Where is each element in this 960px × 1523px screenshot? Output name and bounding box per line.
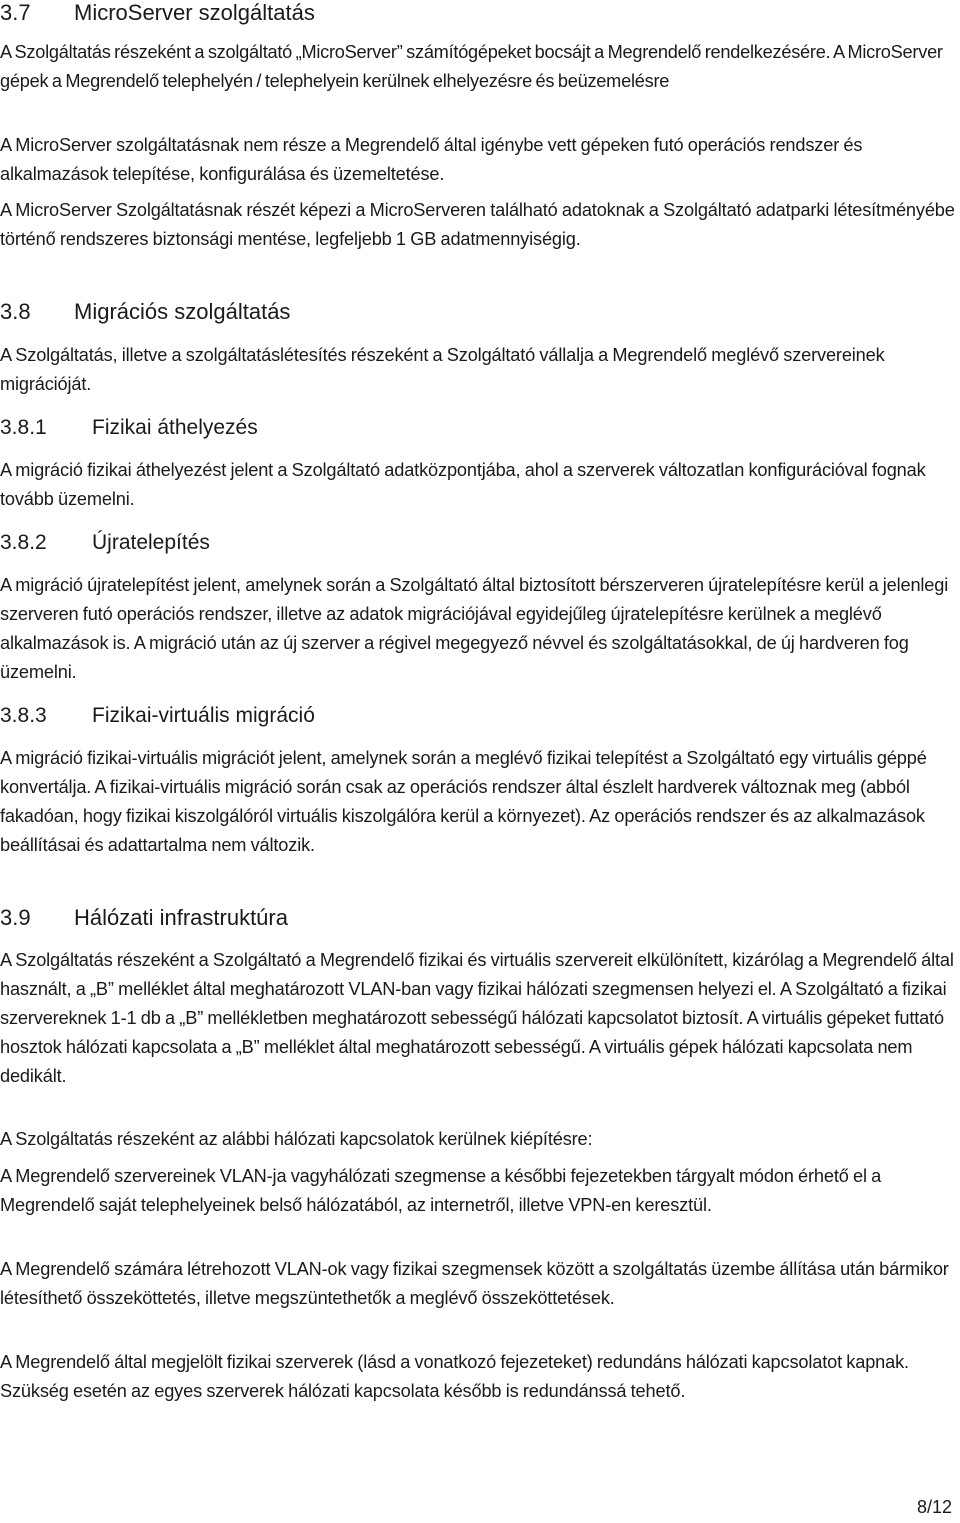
- subsection-heading-3-8-2: [0, 530, 210, 556]
- paragraph: A Megrendelő számára létrehozott VLAN-ok vagy fizikai szegmensek között a szolgáltatás üzembe állítása után bármikor létesíthető összeköttetés, illetve megszüntethetők a meglévő összeköttetések.: [0, 1259, 949, 1308]
- section-heading-3-7: [0, 0, 315, 26]
- subsection-number: 3.8.3: [0, 704, 47, 727]
- paragraph: A migráció újratelepítést jelent, amelynek során a Szolgáltató által biztosított bérszerveren újratelepítésre kerül a jelenlegi szerveren futó operációs rendszer, illetve az adatok migrációjával egyidejűleg újratelepítésre kerülnek a meglévő alkalmazások is. A migráció után az új szerver a régivel megegyező névvel és szolgáltatásokkal, de új hardveren fog üzemelni.: [0, 575, 949, 682]
- section-number: 3.9: [0, 905, 31, 930]
- subsection-number: 3.8.1: [0, 416, 47, 439]
- paragraph: A MicroServer szolgáltatásnak nem része a Megrendelő által igénybe vett gépeken futó operációs rendszer és alkalmazások telepítése, konfigurálása és üzemeltetése.: [0, 135, 863, 184]
- page-number: 8/12: [916, 1497, 952, 1517]
- paragraph: A Szolgáltatás részeként a Szolgáltató a Megrendelő fizikai és virtuális szervereit elkülönített, kizárólag a Megrendelő által használt, a „B” melléklet által meghatározott VLAN-ban vagy fizikai hálózati szegmensen helyezi el. A Szolgáltató a fizikai szervereknek 1-1 db a „B” mellékletben meghatározott sebességű hálózati kapcsolatot biztosít. A virtuális gépeket futtató hosztok hálózati kapcsolata a „B” melléklet által meghatározott sebességű. A virtuális gépek hálózati kapcsolata nem dedikált.: [0, 950, 954, 1086]
- subsection-heading-3-8-1: [0, 415, 258, 441]
- section-heading-3-9: [0, 905, 288, 931]
- paragraph: A MicroServer Szolgáltatásnak részét képezi a MicroServeren található adatoknak a Szolgáltató adatparki létesítményébe történő rendszeres biztonsági mentése, legfeljebb 1 GB adatmennyiségig.: [0, 200, 955, 249]
- paragraph: A Szolgáltatás részeként az alábbi hálózati kapcsolatok kerülnek kiépítésre:: [0, 1129, 593, 1149]
- subsection-heading-3-8-3: [0, 703, 315, 729]
- section-title: Migrációs szolgáltatás: [74, 299, 291, 324]
- paragraph: A Szolgáltatás, illetve a szolgáltatáslétesítés részeként a Szolgáltató vállalja a Megrendelő meglévő szervereinek migrációját.: [0, 345, 885, 394]
- paragraph: A Megrendelő által megjelölt fizikai szerverek (lásd a vonatkozó fejezeteket) redundáns hálózati kapcsolatot kapnak. Szükség esetén az egyes szerverek hálózati kapcsolata később is redundánssá tehető.: [0, 1352, 909, 1401]
- paragraph: A migráció fizikai áthelyezést jelent a Szolgáltató adatközpontjába, ahol a szerverek változatlan konfigurációval fognak tovább üzemelni.: [0, 460, 926, 509]
- section-number: 3.7: [0, 0, 31, 25]
- section-number: 3.8: [0, 299, 31, 324]
- paragraph: A Megrendelő szervereinek VLAN-ja vagyhálózati szegmense a későbbi fejezetekben tárgyalt módon érhető el a Megrendelő saját telephelyeinek belső hálózatából, az internetről, illetve VPN-en keresztül.: [0, 1166, 882, 1215]
- paragraph: A Szolgáltatás részeként a szolgáltató „MicroServer” számítógépeket bocsájt a Megrendelő rendelkezésére. A MicroServer gépek a Megrendelő telephelyén / telephelyein kerülnek elhelyezésre és beüzemelésre: [0, 42, 943, 91]
- section-heading-3-8: [0, 299, 290, 325]
- subsection-title: Fizikai áthelyezés: [92, 416, 258, 439]
- subsection-title: Fizikai-virtuális migráció: [92, 704, 315, 727]
- paragraph: A migráció fizikai-virtuális migrációt jelent, amelynek során a meglévő fizikai telepítést a Szolgáltató egy virtuális géppé konvertálja. A fizikai-virtuális migráció során csak az operációs rendszer által észlelt hardverek változnak meg (abból fakadóan, hogy fizikai kiszolgálóról virtuális kiszolgálóra kerül a környezet). Az operációs rendszer és az alkalmazások beállításai és adattartalma nem változik.: [0, 748, 927, 855]
- subsection-number: 3.8.2: [0, 531, 47, 554]
- subsection-title: Újratelepítés: [92, 531, 210, 554]
- section-title: MicroServer szolgáltatás: [74, 0, 315, 25]
- section-title: Hálózati infrastruktúra: [74, 905, 288, 930]
